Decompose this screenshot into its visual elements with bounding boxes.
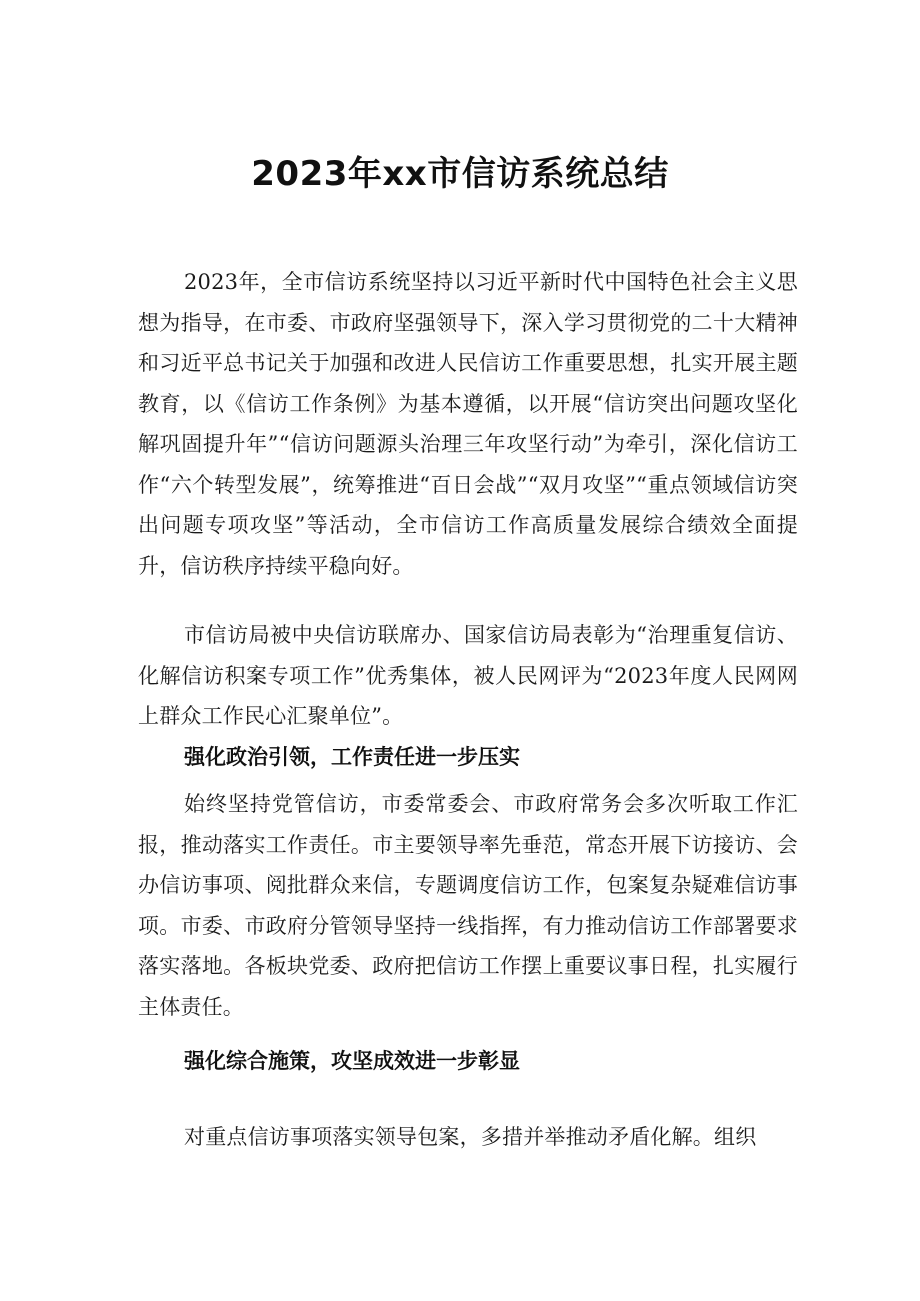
comprehensive-measures-paragraph: 对重点信访事项落实领导包案，多措并举推动矛盾化解。组织 — [184, 1125, 757, 1149]
section-heading-political-leadership: 强化政治引领，工作责任进一步压实 — [184, 745, 520, 769]
award-paragraph: 市信访局被中央信访联席办、国家信访局表彰为“治理重复信访、化解信访积案专项工作”优秀集体，被人民网评为“2023年度人民网网上群众工作民心汇聚单位”。 — [138, 623, 798, 728]
document-title: 2023年xx市信访系统总结 — [251, 154, 669, 194]
political-leadership-paragraph: 始终坚持党管信访，市委常委会、市政府常务会多次听取工作汇报，推动落实工作责任。市主要领导率先垂范，常态开展下访接访、会办信访事项、阅批群众来信，专题调度信访工作，包案复杂疑难信访事项。市委、市政府分管领导坚持一线指挥，有力推动信访工作部署要求落实落地。各板块党委、政府把信访工作摆上重要议事日程，扎实履行主体责任。 — [138, 792, 798, 1019]
section-heading-comprehensive-measures: 强化综合施策，攻坚成效进一步彰显 — [184, 1049, 520, 1073]
intro-paragraph: 2023年，全市信访系统坚持以习近平新时代中国特色社会主义思想为指导，在市委、市政府坚强领导下，深入学习贯彻党的二十大精神和习近平总书记关于加强和改进人民信访工作重要思想，扎实开展主题教育，以《信访工作条例》为基本遵循，以开展“信访突出问题攻坚化解巩固提升年”“信访问题源头治理三年攻坚行动”为牵引，深化信访工作“六个转型发展”，统筹推进“百日会战”“双月攻坚”“重点领域信访突出问题专项攻坚”等活动，全市信访工作高质量发展综合绩效全面提升，信访秩序持续平稳向好。 — [138, 270, 798, 578]
